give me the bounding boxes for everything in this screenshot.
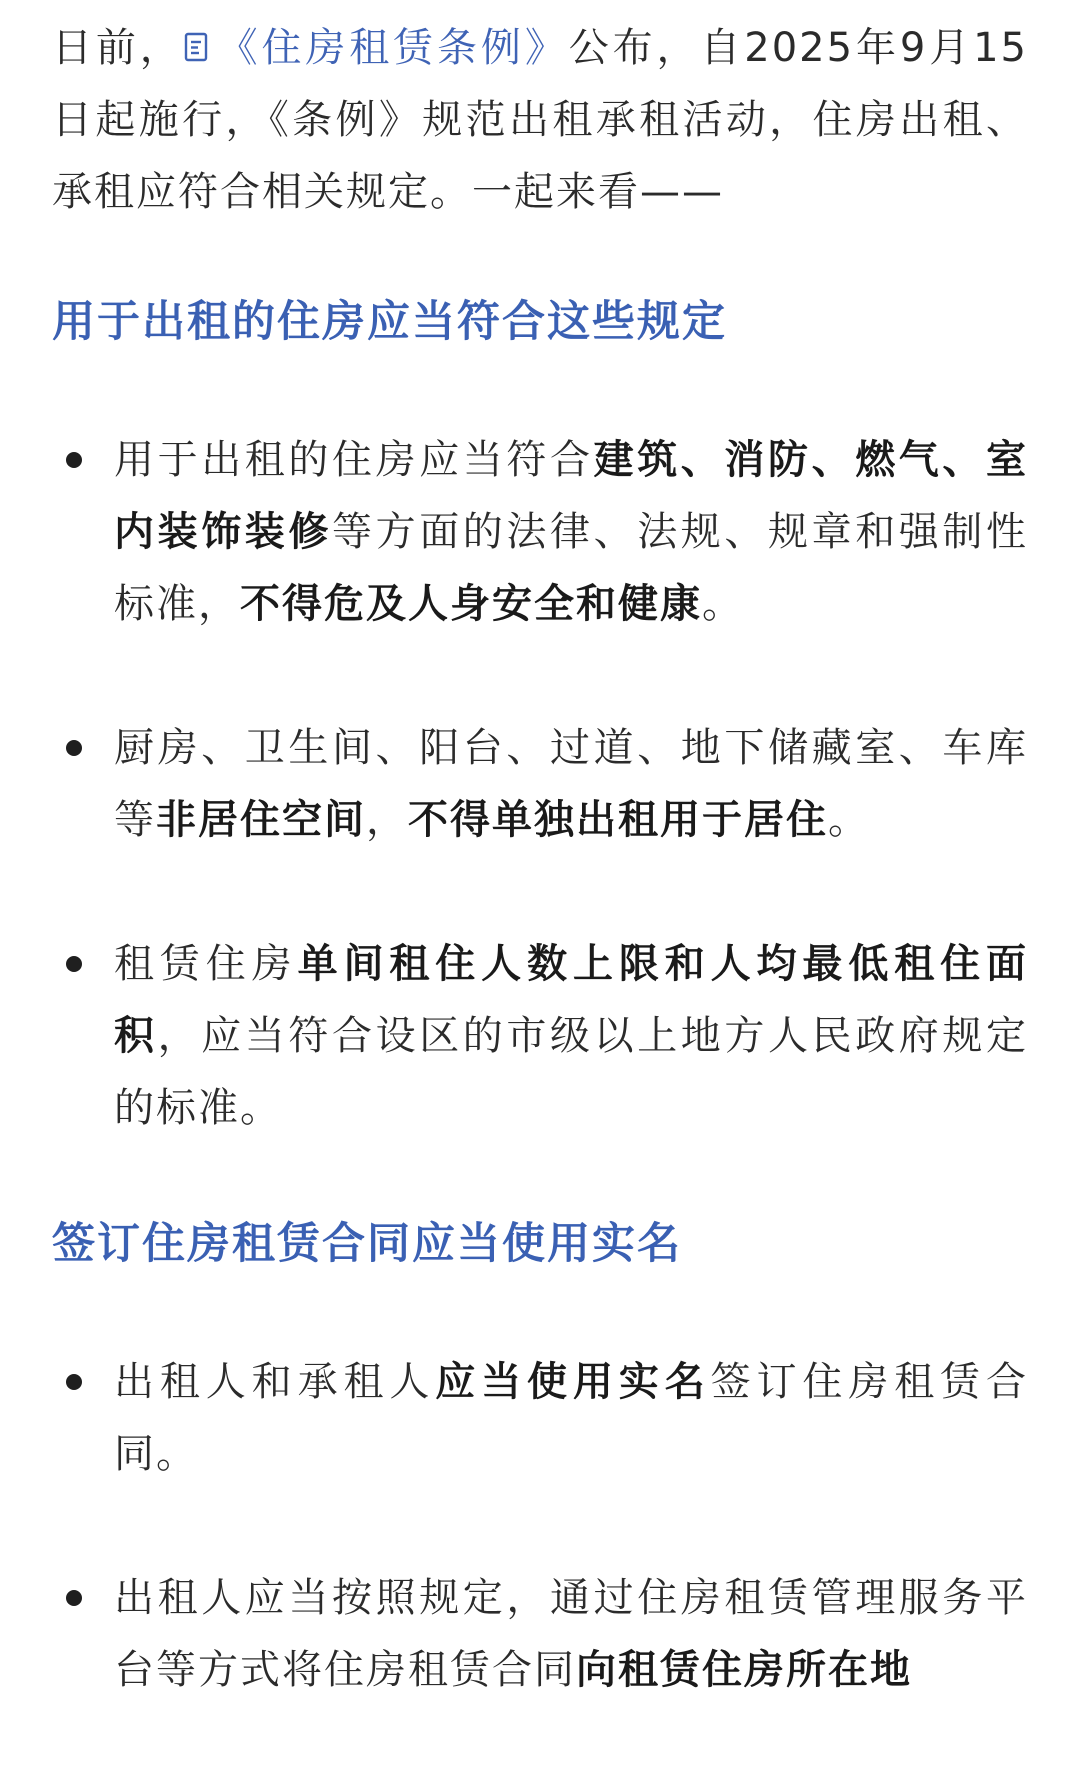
list-item-text: 出租人和承租人 bbox=[114, 1359, 436, 1405]
section-heading-rental-housing: 用于出租的住房应当符合这些规定 bbox=[52, 297, 727, 347]
list-item-emphasis: 单间租住人数上限和人均最低租住面积 bbox=[114, 941, 1029, 1059]
list-item-text: 。 bbox=[828, 797, 870, 843]
article-body bbox=[52, 0, 1028, 1706]
intro-prefix: 日前， bbox=[52, 25, 184, 71]
document-icon bbox=[184, 32, 208, 62]
list-item bbox=[52, 712, 1028, 856]
list-item-emphasis: 向租赁住房所在地 bbox=[576, 1647, 912, 1693]
list-item-text: 用于出租的住房应当符合 bbox=[114, 437, 594, 483]
list-item-text: 厨房、卫生间、阳台、过道、地下储藏室、车库等 bbox=[114, 725, 1028, 843]
regulation-link[interactable] bbox=[184, 25, 569, 71]
intro-paragraph bbox=[52, 12, 1028, 228]
bullet-dot-icon bbox=[66, 1590, 82, 1606]
list-item-text: ，应当符合设区的市级以上地方人民政府规定的标准。 bbox=[114, 1013, 1029, 1131]
section-heading-real-name-contract: 签订住房租赁合同应当使用实名 bbox=[52, 1219, 682, 1269]
bullet-dot-icon bbox=[66, 1374, 82, 1390]
rental-housing-rules-list bbox=[52, 424, 1028, 1144]
list-item bbox=[52, 424, 1028, 640]
list-item-emphasis: 不得单独出租用于居住 bbox=[408, 797, 828, 843]
list-item-text: 。 bbox=[702, 581, 744, 627]
regulation-link-text[interactable]: 《住房租赁条例》 bbox=[215, 25, 569, 71]
list-item-text: 租赁住房 bbox=[114, 941, 298, 987]
list-item-text: 出租人应当按照规定，通过住房租赁管理服务平台等方式将住房租赁合同 bbox=[114, 1575, 1028, 1693]
list-item bbox=[52, 928, 1028, 1144]
list-item-emphasis: 建筑、消防、燃气、室内装饰装修 bbox=[114, 437, 1029, 555]
contract-rules-list bbox=[52, 1346, 1028, 1706]
list-item-text: ， bbox=[366, 797, 408, 843]
intro-suffix: 公布，自2025年9月15日起施行，《条例》规范出租承租活动，住房出租、承租应符合相关规定。一起来看—— bbox=[52, 25, 1029, 215]
list-item-emphasis: 应当使用实名 bbox=[435, 1359, 711, 1405]
bullet-dot-icon bbox=[66, 740, 82, 756]
bullet-dot-icon bbox=[66, 956, 82, 972]
list-item-text: 等方面的法律、法规、规章和强制性标准， bbox=[114, 509, 1028, 627]
list-item-emphasis: 非居住空间 bbox=[156, 797, 366, 843]
list-item-text: 签订住房租赁合同。 bbox=[114, 1359, 1029, 1477]
list-item-emphasis: 不得危及人身安全和健康 bbox=[240, 581, 702, 627]
bullet-dot-icon bbox=[66, 452, 82, 468]
list-item bbox=[52, 1562, 1028, 1706]
list-item bbox=[52, 1346, 1028, 1490]
